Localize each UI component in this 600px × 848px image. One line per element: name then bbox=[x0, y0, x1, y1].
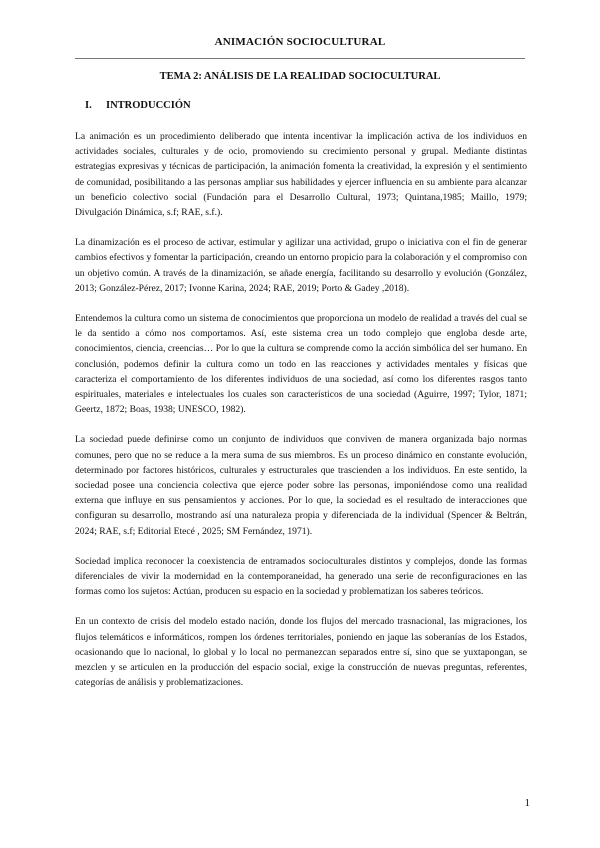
running-header: ANIMACIÓN SOCIOCULTURAL bbox=[214, 36, 386, 48]
paragraph-sociedad: La sociedad puede definirse como un conjunto de individuos que conviven de manera organizada bajo normas comunes, pero que no se reduce a la mera suma de sus miembros. Es un proceso dinámico en constante evolución, determinado por factores históricos, culturales y estructurales que trascienden a los individuos. En este sentido, la sociedad posee una conciencia colectiva que ejerce poder sobre las personas, imponiéndose como una realidad externa que influye en sus pensamientos y acciones. Por lo que, la sociedad es el resultado de interacciones que configuran su desarrollo, mostrando así una naturaleza propia y diferenciada de la individual (Spencer & Beltrán, 2024; RAE, s.f; Editorial Etecé , 2025; SM Fernández, 1971). bbox=[75, 434, 527, 537]
document-title: TEMA 2: ANÁLISIS DE LA REALIDAD SOCIOCULTURAL bbox=[159, 71, 441, 82]
paragraph-dinamizacion: La dinamización es el proceso de activar, estimular y agilizar una actividad, grupo o iniciativa con el fin de generar cambios efectivos y fomentar la participación, creando un entorno propicio para la colaboración y el compromiso con un objetivo común. A través de la dinamización, se añade energía, facilitando su desarrollo y evolución (González, 2013; González-Pérez, 2017; Ivonne Karina, 2024; RAE, 2019; Porto & Gadey ,2018). bbox=[75, 237, 527, 294]
header-divider bbox=[75, 58, 525, 59]
paragraph-crisis-estado-nacion: En un contexto de crisis del modelo estado nación, donde los flujos del mercado trasnacional, las migraciones, los flujos telemáticos e informáticos, rompen los órdenes territoriales, poniendo en jaque las soberanías de los Estados, ocasionando que lo nacional, lo global y lo local no permanezcan separados entre sí, sino que se yuxtapongan, se mezclen y se articulen en la producción del espacio social, exige la construcción de nuevas preguntas, referentes, categorías de análisis y problematizaciones. bbox=[75, 616, 527, 689]
section-title: INTRODUCCIÓN bbox=[106, 100, 191, 111]
paragraph-cultura: Entendemos la cultura como un sistema de conocimientos que proporciona un modelo de realidad a través del cual se le da sentido a cómo nos comportamos. Así, este sistema crea un todo complejo que engloba desde arte, conocimientos, ciencia, creencias… Por lo que la cultura se comprende como la acción simbólica del ser humano. En conclusión, podemos definir la cultura como un todo en las reacciones y actividades mentales y físicas que caracteriza el comportamiento de los diferentes individuos de una sociedad, así como los diferentes rasgos tanto espirituales, materiales e intelectuales los cuales son característicos de una sociedad (Aguirre, 1997; Tylor, 1871; Geertz, 1872; Boas, 1938; UNESCO, 1982). bbox=[75, 313, 527, 416]
section-heading bbox=[85, 100, 191, 111]
paragraph-entramados: Sociedad implica reconocer la coexistencia de entramados socioculturales distintos y complejos, donde las formas diferenciales de vivir la modernidad en la contemporaneidad, ha generado una serie de reconfiguraciones en las formas como los sujetos: Actúan, producen su espacio en la sociedad y problematizan los saberes teóricos. bbox=[75, 555, 527, 598]
page-number: 1 bbox=[524, 797, 530, 809]
body-text bbox=[75, 129, 527, 706]
section-number: I. bbox=[85, 100, 92, 111]
paragraph-animacion: La animación es un procedimiento deliberado que intenta incentivar la implicación activa de los individuos en actividades sociales, culturales y de ocio, promoviendo su crecimiento personal y grupal. Mediante distintas estrategias expresivas y técnicas de participación, la animación fomenta la creatividad, la expresión y el sentimiento de comunidad, posibilitando a las personas ampliar sus habilidades y ejercer influencia en su ambiente para alcanzar un beneficio colectivo social (Fundación para el Desarrollo Cultural, 1973; Quintana,1985; Maillo, 1979; Divulgación Dinámica, s.f; RAE, s.f.). bbox=[75, 131, 527, 219]
